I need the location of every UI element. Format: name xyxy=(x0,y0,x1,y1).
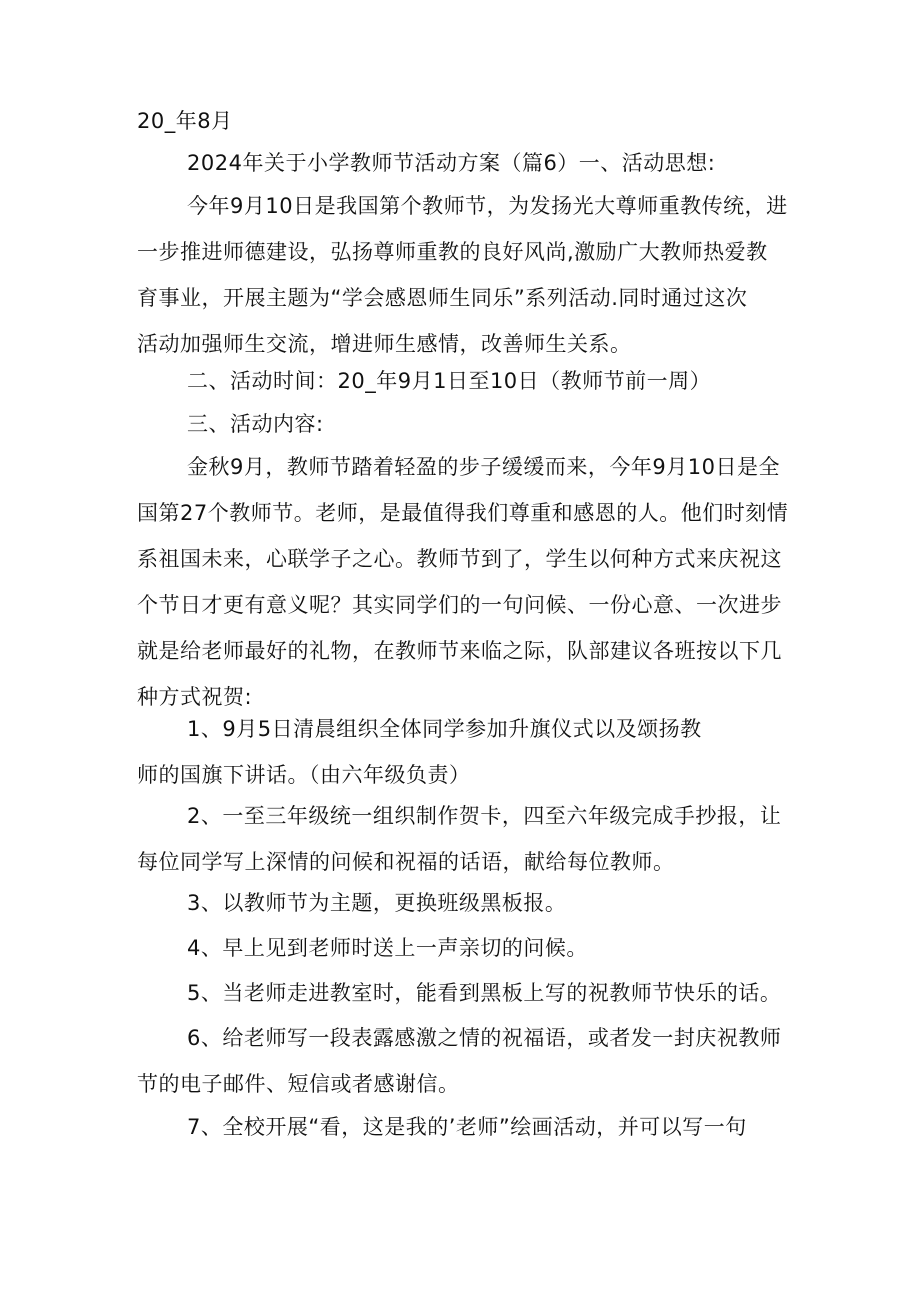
list-item-line: 3、以教师节为主题，更换班级黑板报。 xyxy=(187,891,567,915)
paragraph-line: 金秋9月，教师节踏着轻盈的步子缓缓而来，今年9月10日是全 xyxy=(187,455,780,479)
paragraph-line: 就是给老师最好的礼物，在教师节来临之际，队部建议各班按以下几 xyxy=(137,639,782,663)
paragraph-line: 系祖国未来，心联学子之心。教师节到了，学生以何种方式来庆祝这 xyxy=(137,547,782,571)
paragraph-line: 今年9月10日是我国第个教师节，为发扬光大尊师重教传统，进 xyxy=(187,194,788,218)
list-item-line: 5、当老师走进教室时，能看到黑板上写的祝教师节快乐的话。 xyxy=(187,981,782,1005)
paragraph-line: 个节日才更有意义呢？其实同学们的一句问候、一份心意、一次进步 xyxy=(137,593,782,617)
list-item-line: 1、9月5日清晨组织全体同学参加升旗仪式以及颂扬教 xyxy=(187,717,702,741)
section-heading: 三、活动内容: xyxy=(187,412,324,436)
paragraph-line: 国第27个教师节。老师，是最值得我们尊重和感恩的人。他们时刻情 xyxy=(137,501,789,525)
list-item-1 xyxy=(137,706,787,798)
section-heading: 二、活动时间：20_年9月1日至10日（教师节前一周） xyxy=(187,369,712,393)
list-item-5 xyxy=(137,970,787,1016)
section-activity-time xyxy=(187,358,787,404)
title-text: 2024年关于小学教师节活动方案（篇6）一、活动思想: xyxy=(187,151,716,175)
paragraph-golden-autumn xyxy=(137,444,787,720)
list-item-line: 2、一至三年级统一组织制作贺卡，四至六年级完成手抄报，让 xyxy=(187,804,782,828)
date-text: 20_年8月 xyxy=(137,109,233,133)
list-item-2 xyxy=(137,793,787,885)
list-item-3 xyxy=(137,880,787,926)
list-item-line: 7、全校开展“看，这是我的’老师”绘画活动，并可以写一句 xyxy=(187,1115,747,1139)
date-line xyxy=(137,98,787,144)
list-item-line: 节的电子邮件、短信或者感谢信。 xyxy=(137,1072,460,1096)
paragraph-line: 活动加强师生交流，增进师生感情，改善师生关系。 xyxy=(137,332,632,356)
paragraph-activity-idea xyxy=(137,183,787,367)
section-activity-content xyxy=(187,401,787,447)
title-line xyxy=(187,140,787,186)
paragraph-line: 育事业，开展主题为“学会感恩师生同乐”系列活动.同时通过这次 xyxy=(137,286,748,310)
paragraph-line: 种方式祝贺: xyxy=(137,685,253,709)
list-item-line: 6、给老师写一段表露感激之情的祝福语，或者发一封庆祝教师 xyxy=(187,1026,782,1050)
paragraph-line: 一步推进师德建设，弘扬尊师重教的良好风尚,激励广大教师热爱教 xyxy=(137,240,768,264)
list-item-line: 师的国旗下讲话。（由六年级负责） xyxy=(137,763,471,787)
list-item-4 xyxy=(137,925,787,971)
list-item-line: 每位同学写上深情的问候和祝福的话语，献给每位教师。 xyxy=(137,850,675,874)
list-item-line: 4、早上见到老师时送上一声亲切的问候。 xyxy=(187,936,588,960)
list-item-7 xyxy=(137,1104,787,1150)
list-item-6 xyxy=(137,1015,787,1107)
